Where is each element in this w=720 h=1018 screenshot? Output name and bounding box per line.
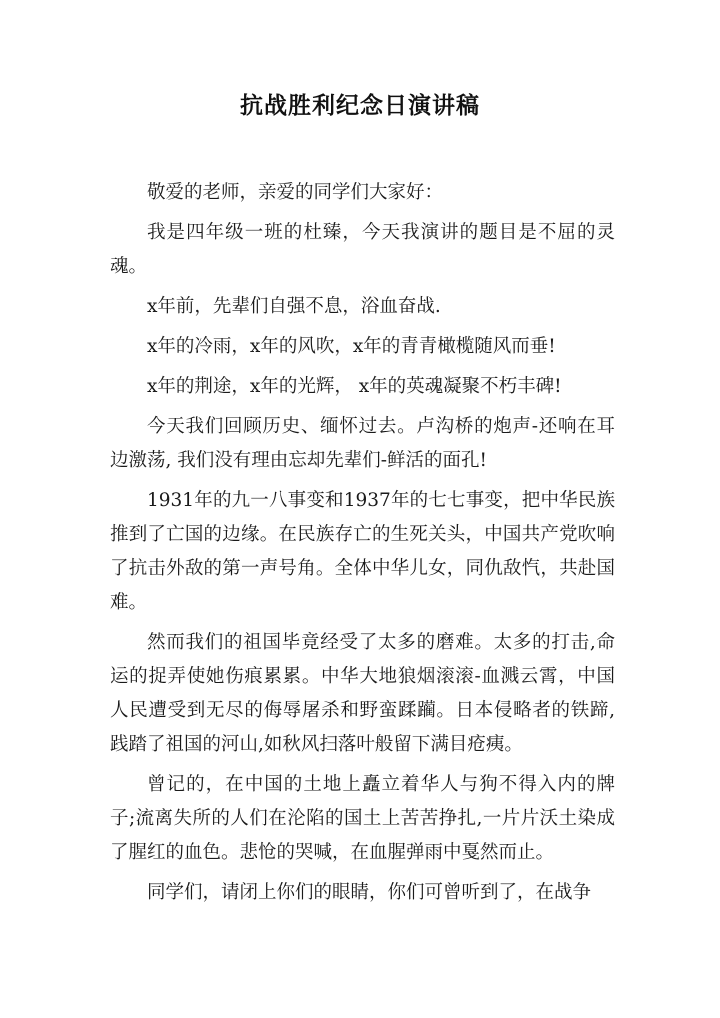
paragraph: x年前，先辈们自强不息，浴血奋战. <box>147 296 441 317</box>
paragraph: x年的冷雨，x年的风吹，x年的青青橄榄随风而垂! <box>147 336 556 357</box>
paragraph: 然而我们的祖国毕竟经受了太多的磨难。太多的打击,命运的捉弄使她伤痕累累。中华大地狼烟滚滚-血溅云霄，中国人民遭受到无尽的侮辱屠杀和野蛮蹂躏。日本侵略者的铁蹄,践踏了祖国的河山,如秋风扫落叶般留下满目疮痍。 <box>110 632 615 755</box>
paragraph: 曾记的，在中国的土地上矗立着华人与狗不得入内的牌子;流离失所的人们在沦陷的国土上苦苦挣扎,一片片沃土染成了腥红的血色。悲怆的哭喊，在血腥弹雨中戛然而止。 <box>110 774 615 863</box>
paragraph: x年的荆途，x年的光辉， x年的英魂凝聚不朽丰碑! <box>147 376 562 397</box>
paragraph: 今天我们回顾历史、缅怀过去。卢沟桥的炮声-还响在耳边激荡, 我们没有理由忘却先辈们-鲜活的面孔! <box>110 416 615 471</box>
paragraph: 同学们，请闭上你们的眼睛，你们可曾听到了，在战争 <box>147 882 592 903</box>
paragraph-intro: 我是四年级一班的杜臻，今天我演讲的题目是不屈的灵魂。 <box>110 222 615 277</box>
document-title: 抗战胜利纪念日演讲稿 <box>240 93 480 119</box>
document-body <box>110 176 615 916</box>
paragraph-greeting: 敬爱的老师，亲爱的同学们大家好： <box>147 182 444 203</box>
paragraph: 1931年的九一八事变和1937年的七七事变，把中华民族推到了亡国的边缘。在民族存亡的生死关头，中国共产党吹响了抗击外敌的第一声号角。全体中华儿女，同仇敌忾，共赴国难。 <box>110 490 615 613</box>
